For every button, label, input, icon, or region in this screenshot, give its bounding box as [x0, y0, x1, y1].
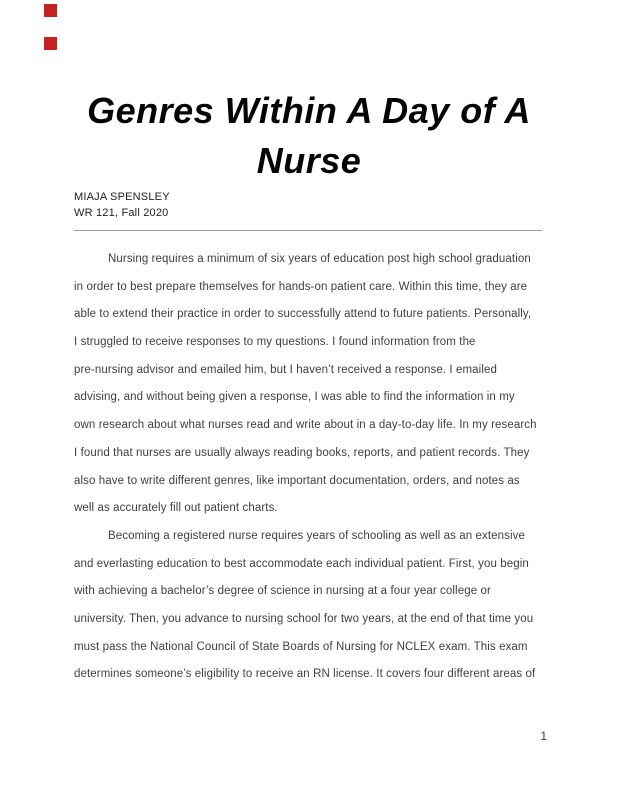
- author-block: [74, 189, 170, 221]
- document-title: [0, 86, 618, 186]
- text-line: in order to best prepare themselves for hands-on patient care. Within this time, they are: [74, 280, 528, 293]
- text-line: I found that nurses are usually always reading books, reports, and patient records. They: [74, 446, 530, 459]
- divider-line: [74, 230, 542, 231]
- text-line: determines someone’s eligibility to receive an RN license. It covers four different areas of: [74, 668, 536, 681]
- text-line: must pass the National Council of State Boards of Nursing for NCLEX exam. This exam: [74, 640, 528, 653]
- text-line: able to extend their practice in order to successfully attend to future patients. Personally,: [74, 308, 532, 321]
- document-body: [74, 246, 554, 689]
- text-line: pre-nursing advisor and emailed him, but I haven’t received a response. I emailed: [74, 363, 497, 376]
- text-line: advising, and without being given a response, I was able to find the information in my: [74, 391, 515, 404]
- author-name: MIAJA SPENSLEY: [74, 191, 170, 203]
- text-line: well as accurately fill out patient charts.: [74, 502, 278, 515]
- red-annotation-mark-icon[interactable]: [44, 37, 57, 50]
- text-line: also have to write different genres, like important documentation, orders, and notes as: [74, 474, 520, 487]
- page-number: 1: [540, 729, 547, 743]
- title-line-2: Nurse: [256, 140, 362, 181]
- red-annotation-mark-icon[interactable]: [44, 4, 57, 17]
- text-line: Becoming a registered nurse requires years of schooling as well as an extensive: [108, 529, 526, 542]
- text-line: university. Then, you advance to nursing school for two years, at the end of that time you: [74, 612, 534, 625]
- text-line: Nursing requires a minimum of six years of education post high school graduation: [108, 253, 531, 265]
- text-line: I struggled to receive responses to my questions. I found information from the: [74, 336, 476, 349]
- title-line-1: Genres Within A Day of A: [87, 90, 531, 131]
- text-line: own research about what nurses read and write about in a day-to-day life. In my research: [74, 419, 537, 432]
- text-line: with achieving a bachelor’s degree of science in nursing at a four year college or: [74, 585, 491, 598]
- text-line: and everlasting education to best accommodate each individual patient. First, you begin: [74, 557, 529, 570]
- course-info: WR 121, Fall 2020: [74, 207, 169, 219]
